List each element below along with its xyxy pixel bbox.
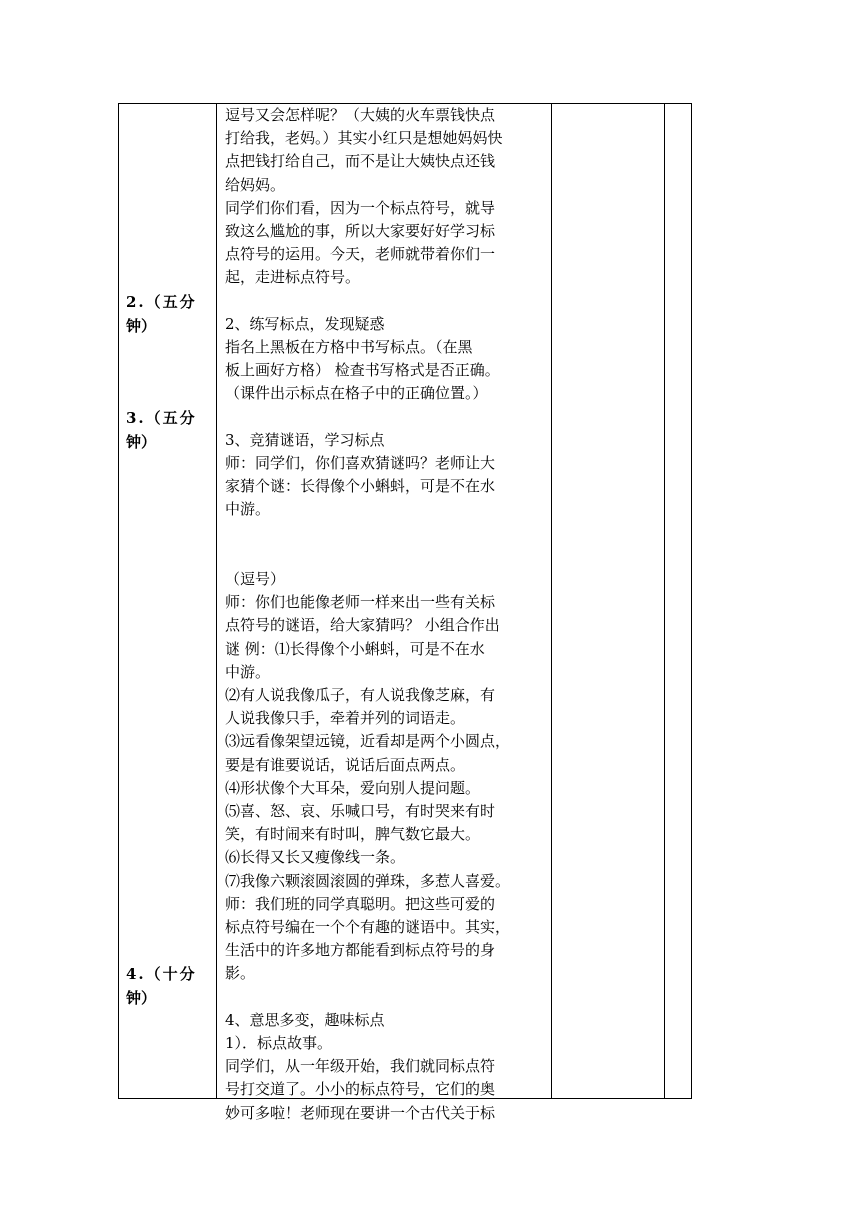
content-line: 要是有谁要说话，说话后面点两点。 (225, 755, 466, 774)
content-line: 给妈妈。 (225, 175, 286, 194)
content-line: 妙可多啦！老师现在要讲一个古代关于标 (225, 1103, 496, 1122)
content-line: 影。 (225, 964, 256, 983)
table-border-col3 (551, 103, 552, 1099)
content-line: 家猜个谜：长得像个小蝌蚪，可是不在水 (225, 477, 496, 496)
content-line: 师：同学们，你们喜欢猜谜吗？老师让大 (225, 454, 496, 472)
time-label-3-line2: 钟） (126, 989, 157, 1007)
content-line: 师：我们班的同学真聪明。把这些可爱的 (225, 894, 496, 913)
content-line: 打给我，老妈。）其实小红只是想她妈妈快 (225, 129, 503, 148)
content-line: （逗号） (225, 570, 286, 588)
content-line: 板上画好方格） 检查书写格式是否正确。 (225, 361, 500, 380)
content-line: 同学们，从一年级开始，我们就同标点符 (225, 1057, 496, 1076)
time-label-2-line2: 钟） (126, 433, 157, 451)
content-line: 人说我像只手，牵着并列的词语走。 (225, 709, 466, 728)
content-line: 同学们你们看，因为一个标点符号，就导 (225, 198, 496, 217)
content-line: 标点符号编在一个个有趣的谜语中。其实， (225, 918, 511, 936)
time-label-1-line2: 钟） (126, 317, 157, 335)
content-line: 点把钱打给自己，而不是让大姨快点还钱 (225, 152, 496, 171)
content-line: 2、练写标点，发现疑惑 (225, 314, 385, 333)
content-line: ⑵有人说我像瓜子，有人说我像芝麻，有 (225, 686, 496, 704)
content-line: 生活中的许多地方都能看到标点符号的身 (225, 941, 496, 960)
time-label-1 (126, 290, 210, 338)
content-line: 中游。 (225, 500, 271, 519)
content-line: 谜 例：⑴长得像个小蝌蚪，可是不在水 (225, 639, 485, 658)
table-border-left (118, 103, 119, 1099)
table-border-right (691, 103, 692, 1099)
content-line: ⑶远看像架望远镜，近看却是两个小圆点， (225, 732, 511, 751)
content-line: ⑷形状像个大耳朵，爱向别人提问题。 (225, 778, 481, 797)
content-line: 师：你们也能像老师一样来出一些有关标 (225, 593, 496, 612)
content-line: 逗号又会怎样呢？（大姨的火车票钱快点 (225, 106, 496, 124)
content-line: ⑹长得又长又瘦像线一条。 (225, 848, 406, 867)
content-line: 中游。 (225, 662, 271, 681)
time-label-3 (126, 962, 210, 1010)
content-line: 笑，有时闹来有时叫，脾气数它最大。 (225, 825, 481, 844)
table-border-col4 (664, 103, 665, 1099)
content-line: 1）．标点故事。 (225, 1034, 333, 1052)
content-line: ⑺我像六颗滚圆滚圆的弹珠，多惹人喜爱。 (225, 871, 511, 890)
content-line: 起，走进标点符号。 (225, 268, 361, 287)
content-line: 指名上黑板在方格中书写标点。（在黑 (225, 338, 473, 356)
content-line: 致这么尴尬的事，所以大家要好好学习标 (225, 222, 496, 240)
content-line: （课件出示标点在格子中的正确位置。） (225, 384, 488, 403)
content-line: 号打交道了。小小的标点符号，它们的奥 (225, 1080, 496, 1099)
content-line: 4、意思多变，趣味标点 (225, 1010, 385, 1029)
content-line: 3、竞猜谜语，学习标点 (225, 430, 385, 449)
content-line: 点符号的运用。今天，老师就带着你们一 (225, 245, 496, 264)
time-label-1-line1: 2.（五分 (126, 293, 197, 311)
time-label-2-line1: 3.（五分 (126, 409, 197, 427)
table-border-col2 (216, 103, 217, 1099)
content-line: ⑸喜、怒、哀、乐喊口号，有时哭来有时 (225, 802, 496, 820)
content-line: 点符号的谜语，给大家猜吗？ 小组合作出 (225, 616, 500, 635)
time-label-2 (126, 406, 210, 454)
time-label-3-line1: 4.（十分 (126, 965, 197, 983)
